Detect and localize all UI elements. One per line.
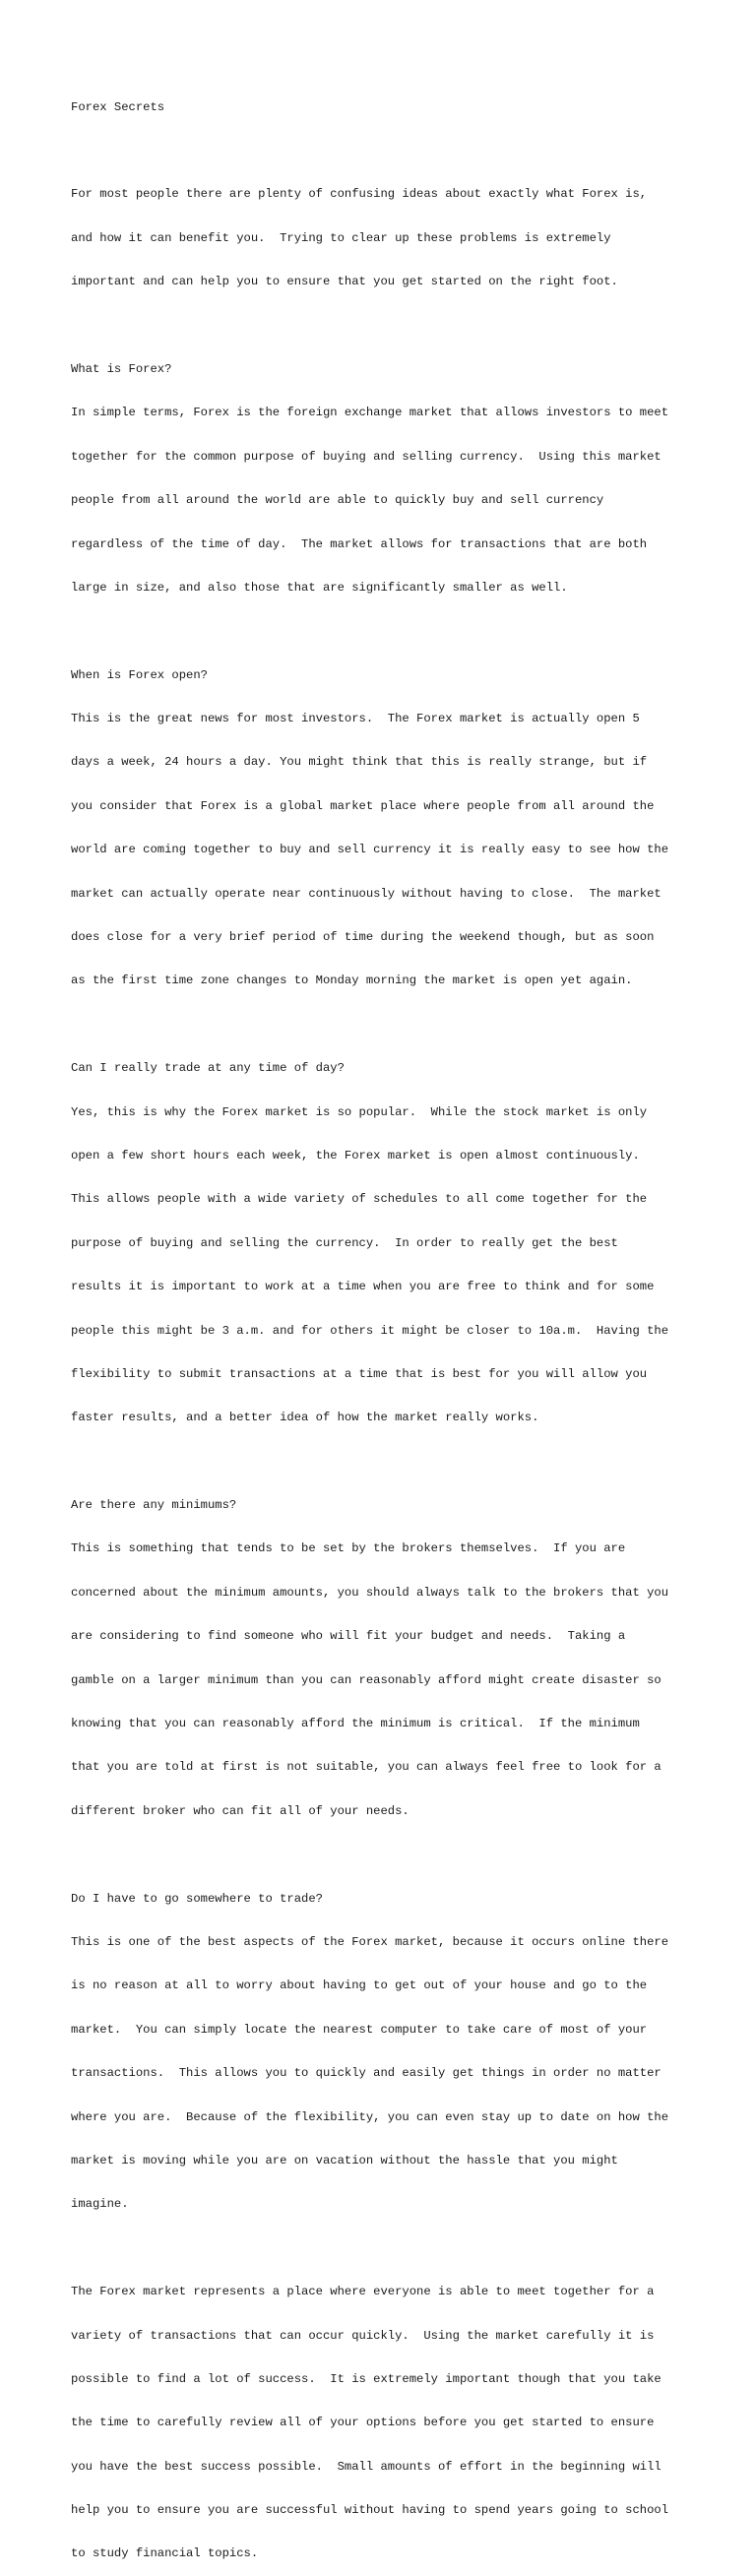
intro-paragraph-line: and how it can benefit you. Trying to clear up these problems is extremely (71, 230, 611, 245)
paragraph-line: that you are told at first is not suitable, you can always feel free to look for a (71, 1760, 662, 1775)
paragraph-line: market. You can simply locate the nearest computer to take care of most of your (71, 2022, 648, 2037)
paragraph-line: regardless of the time of day. The market allows for transactions that are both (71, 536, 648, 551)
conclusion-paragraph-line: The Forex market represents a place where everyone is able to meet together for a (71, 2285, 655, 2299)
blank-line (71, 319, 701, 334)
conclusion-paragraph-line: you have the best success possible. Small amounts of effort in the beginning will (71, 2459, 662, 2474)
paragraph-line: transactions. This allows you to quickly and easily get things in order no matter (71, 2066, 662, 2081)
paragraph-line: is no reason at all to worry about having to get out of your house and go to the (71, 1979, 648, 1993)
paragraph-line: This is something that tends to be set by the brokers themselves. If you are (71, 1541, 626, 1556)
document-title: Forex Secrets (71, 99, 165, 114)
blank-line (71, 1455, 701, 1470)
section-heading-go-somewhere: Do I have to go somewhere to trade? (71, 1891, 323, 1906)
paragraph-line: world are coming together to buy and sell currency it is really easy to see how the (71, 843, 669, 857)
paragraph-line: knowing that you can reasonably afford the minimum is critical. If the minimum (71, 1717, 640, 1731)
paragraph-line: flexibility to submit transactions at a time that is best for you will allow you (71, 1366, 648, 1381)
conclusion-paragraph-line: variety of transactions that can occur quickly. Using the market carefully it is (71, 2328, 655, 2343)
conclusion-paragraph-line: the time to carefully review all of your options before you get started to ensure (71, 2416, 655, 2430)
conclusion-paragraph-line: to study financial topics. (71, 2546, 259, 2561)
section-heading-what-is-forex: What is Forex? (71, 361, 172, 376)
paragraph-line: different broker who can fit all of your needs. (71, 1803, 410, 1818)
paragraph-line: does close for a very brief period of time during the weekend though, but as soon (71, 930, 655, 945)
paragraph-line: market is moving while you are on vacation without the hassle that you might (71, 2153, 618, 2168)
paragraph-line: as the first time zone changes to Monday morning the market is open yet again. (71, 974, 633, 988)
blank-line (71, 144, 701, 158)
section-heading-when-open: When is Forex open? (71, 667, 208, 682)
paragraph-line: This allows people with a wide variety of schedules to all come together for the (71, 1192, 648, 1207)
paragraph-line: are considering to find someone who will fit your budget and needs. Taking a (71, 1629, 626, 1644)
intro-paragraph-line: For most people there are plenty of confusing ideas about exactly what Forex is, (71, 187, 648, 202)
paragraph-line: Yes, this is why the Forex market is so popular. While the stock market is only (71, 1104, 648, 1119)
conclusion-paragraph-line: possible to find a lot of success. It is extremely important though that you take (71, 2371, 662, 2386)
paragraph-line: market can actually operate near continuously without having to close. The market (71, 886, 662, 901)
paragraph-line: you consider that Forex is a global market place where people from all around the (71, 798, 655, 813)
conclusion-paragraph-line: help you to ensure you are successful without having to spend years going to school (71, 2503, 669, 2518)
paragraph-line: large in size, and also those that are significantly smaller as well. (71, 580, 568, 595)
paragraph-line: This is one of the best aspects of the Forex market, because it occurs online there (71, 1935, 669, 1949)
paragraph-line: together for the common purpose of buying and selling currency. Using this market (71, 449, 662, 464)
paragraph-line: people from all around the world are able to quickly buy and sell currency (71, 493, 604, 508)
blank-line (71, 1018, 701, 1033)
paragraph-line: imagine. (71, 2197, 129, 2212)
paragraph-line: open a few short hours each week, the Forex market is open almost continuously. (71, 1148, 640, 1162)
paragraph-line: people this might be 3 a.m. and for others it might be closer to 10a.m. Having the (71, 1323, 669, 1338)
paragraph-line: days a week, 24 hours a day. You might think that this is really strange, but if (71, 755, 648, 770)
blank-line (71, 624, 701, 639)
blank-line (71, 1848, 701, 1862)
paragraph-line: This is the great news for most investors. The Forex market is actually open 5 (71, 712, 640, 726)
paragraph-line: purpose of buying and selling the currency. In order to really get the best (71, 1235, 618, 1250)
paragraph-line: where you are. Because of the flexibility, you can even stay up to date on how the (71, 2109, 669, 2124)
document-page (71, 71, 701, 2576)
intro-paragraph-line: important and can help you to ensure that you get started on the right foot. (71, 275, 618, 289)
section-heading-any-time: Can I really trade at any time of day? (71, 1061, 345, 1076)
paragraph-line: results it is important to work at a time when you are free to think and for some (71, 1280, 655, 1294)
paragraph-line: concerned about the minimum amounts, you should always talk to the brokers that you (71, 1585, 669, 1600)
paragraph-line: In simple terms, Forex is the foreign exchange market that allows investors to meet (71, 406, 669, 420)
paragraph-line: faster results, and a better idea of how the market really works. (71, 1411, 539, 1425)
blank-line (71, 2241, 701, 2256)
section-heading-minimums: Are there any minimums? (71, 1498, 237, 1513)
paragraph-line: gamble on a larger minimum than you can reasonably afford might create disaster so (71, 1672, 662, 1687)
